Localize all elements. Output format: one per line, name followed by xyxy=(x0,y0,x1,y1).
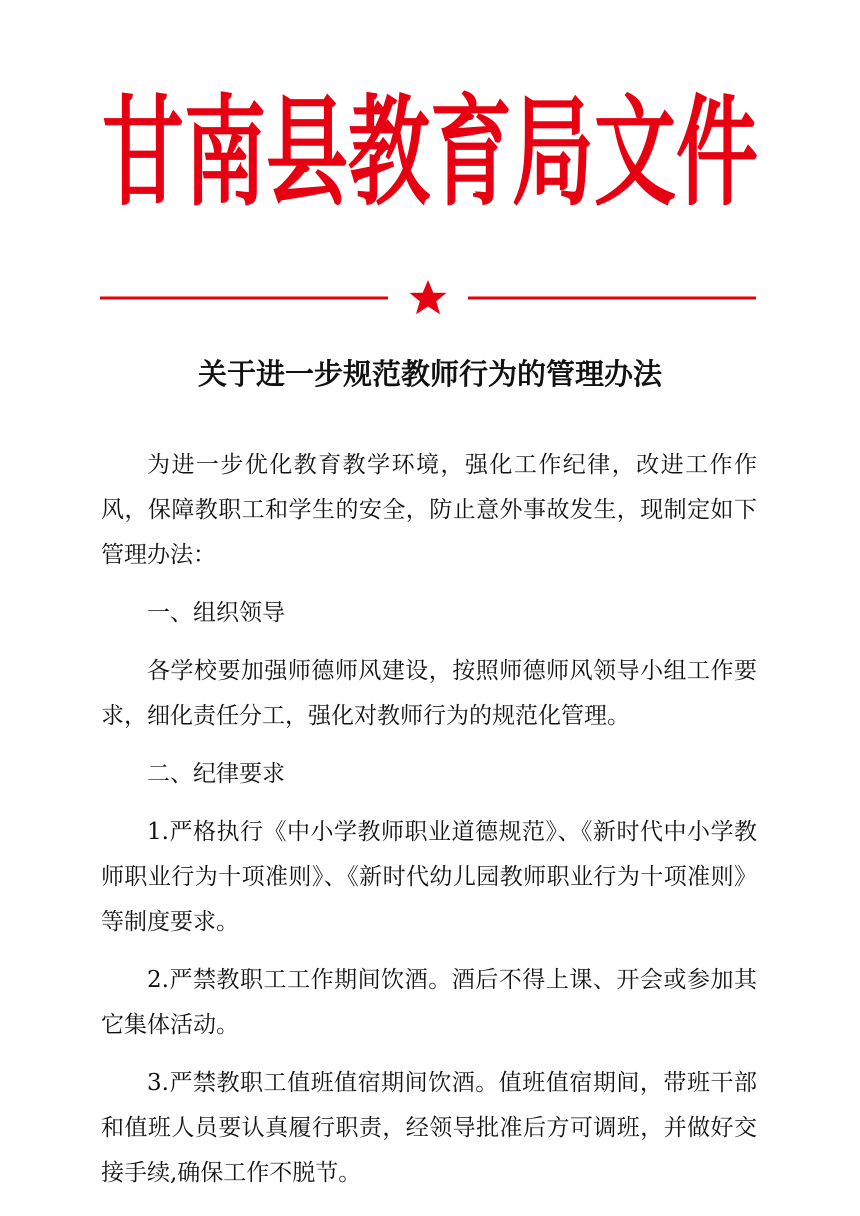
intro-paragraph: 为进一步优化教育教学环境，强化工作纪律，改进工作作风，保障教职工和学生的安全，防止意外事故发生，现制定如下管理办法： xyxy=(101,452,757,568)
document-body xyxy=(101,443,757,1209)
section-heading-organization: 一、组织领导 xyxy=(147,600,285,626)
section-heading-discipline: 二、纪律要求 xyxy=(147,761,285,787)
section-1-paragraph: 各学校要加强师德师风建设，按照师德师风领导小组工作要求，细化责任分工，强化对教师行为的规范化管理。 xyxy=(101,658,757,729)
rule-item-3: 3.严禁教职工值班值宿期间饮酒。值班值宿期间，带班干部和值班人员要认真履行职责，经领导批准后方可调班，并做好交接手续,确保工作不脱节。 xyxy=(101,1070,757,1186)
red-star-icon xyxy=(409,280,446,314)
document-header-title: 甘南县教育局文件 xyxy=(101,84,758,223)
document-title: 关于进一步规范教师行为的管理办法 xyxy=(197,357,662,391)
rule-item-1: 1.严格执行《中小学教师职业道德规范》、《新时代中小学教师职业行为十项准则》、《新时代幼儿园教师职业行为十项准则》等制度要求。 xyxy=(101,819,757,935)
header-divider xyxy=(100,278,756,318)
rule-item-2: 2.严禁教职工工作期间饮酒。酒后不得上课、开会或参加其它集体活动。 xyxy=(101,967,757,1038)
